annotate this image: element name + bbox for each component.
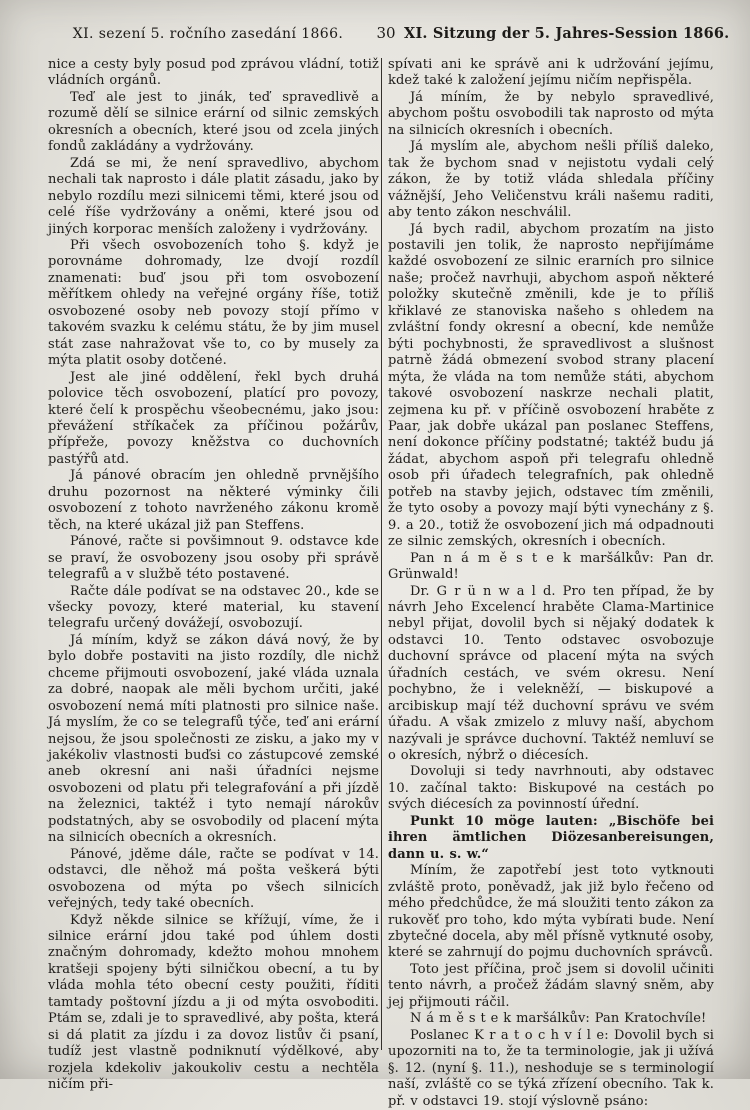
paragraph: spívati ani ke správě ani k udržování jejímu, kdež také k založení jejímu ničím nepřispěla. xyxy=(388,57,714,89)
paragraph: Já míním, že by nebylo spravedlivé, abychom poštu osvobodili tak naprosto od mýta na silnicích okresních i obecních. xyxy=(388,89,714,138)
column-divider-rule xyxy=(381,58,382,1050)
paragraph: Teď ale jest to jinák, teď spravedlivě a rozumě dělí se silnice erární od silnic zemských okresních a obecních, které jsou od zcela jiných fondů zakládány a vydržovány. xyxy=(48,89,379,155)
text-column-left xyxy=(48,57,379,1094)
paragraph: Pánové, jděme dále, račte se podívat v 14. odstavci, dle něhož má pošta veškerá býti osvobozena od mýta po všech silnicích veřejných, tedy také obecních. xyxy=(48,846,379,912)
paragraph: Zdá se mi, že není spravedlivo, abychom nechali tak naprosto i dále platit zásadu, jako by nebylo rozdílu mezi silnicemi těmi, které jsou od celé říše vydržovány a oněmi, které jsou od jiných korporac menších založeny i vydržovány. xyxy=(48,155,379,237)
paragraph: Račte dále podívat se na odstavec 20., kde se všecky povozy, které material, ku stavení telegrafu určený dovážejí, osvobozují. xyxy=(48,583,379,632)
paragraph: Dr. G r ü n w a l d. Pro ten případ, že by návrh Jeho Excelencí hraběte Clama-Martinice nebyl přijat, dovolil bych si nějaký dodatek k odstavci 10. Tento odstavec osvobozuje duchovní správce od placení mýta na svých úřadních cestách, ve svém okresu. Není pochybno, že i velekněží, — biskupové a arcibiskup mají též duchovní správu ve svém úřadu. A však zmizelo z mluvy naší, abychom nazývali je správce duchovní. Taktéž nemluví se o okresích, nýbrž o diécesích. xyxy=(388,583,714,764)
paragraph: Dovoluji si tedy navrhnouti, aby odstavec 10. začínal takto: Biskupové na cestách po svých diécesích za povinností úřední. xyxy=(388,764,714,813)
paragraph: Já míním, když se zákon dává nový, že by bylo dobře postaviti na jisto rozdíly, dle nichž chceme přijmouti osvobození, jaké vláda uznala za dobré, naopak ale měli bychom určiti, jaké osvobození nemá míti platnosti pro silnice naše. Já myslím, že co se telegrafů týče, teď ani erární nejsou, že jsou společnosti ze zisku, a jako my v jakékoliv vlastnosti buďsi co zástupcové zemské aneb okresní ani naši úřadníci nejsme osvobozeni od platu při telegrafování a při jízdě na železnici, taktéž i tyto nemají nárokův podstatných, aby se osvobodily od placení mýta na silnicích obecních a okresních. xyxy=(48,632,379,846)
paragraph: Pan n á m ě s t e k maršálkův: Pan dr. Grünwald! xyxy=(388,550,714,583)
paragraph: Míním, že zapotřebí jest toto vytknouti zvláště proto, poněvadž, jak již bylo řečeno od mého předchůdce, že má sloužiti tento zákon za rukověť pro toho, kdo mýta vybírati bude. Není zbytečné docela, aby měl přísně vytknuté osoby, které se zahrnují do pojmu duchovních správců. xyxy=(388,863,714,961)
header-title-german: XI. Sitzung der 5. Jahres-Session 1866. xyxy=(404,25,730,42)
paragraph: Toto jest příčina, proč jsem si dovolil učiniti tento návrh, a pročež žádám slavný sněm, aby jej přijmouti ráčil. xyxy=(388,961,714,1010)
paragraph: Já myslím ale, abychom nešli příliš daleko, tak že bychom snad v nejistotu vydali celý zákon, že by totiž vláda shledala příčiny vážnější, Jeho Veličenstvu králi našemu raditi, aby tento zákon neschválil. xyxy=(388,139,714,221)
page-header xyxy=(48,24,730,42)
paragraph: Já bych radil, abychom prozatím na jisto postavili jen tolik, že naprosto nepřijímáme každé osvobození ze silnic erarních pro silnice naše; pročež navrhuji, abychom aspoň některé položky skutečně změnili, kde je to příliš křiklavé ze stanoviska našeho s ohledem na zvláštní fondy okresní a obecní, kde nemůže býti pochybnosti, že spravedlivost a slušnost patrně žádá obmezení svobod strany placení mýta, že vláda na tom nemůže státi, abychom takové osvobození naskrze nechali platit, zejmena ku př. v příčině osvobození hraběte z Paar, jak dobře ukázal pan poslanec Steffens, není dokonce příčiny podstatné; taktéž budu já žádat, abychom aspoň při telegrafu ohledně osob při úřadech telegrafních, pak ohledně potřeb na stavby jejich, odstavec tím změnili, že tyto osoby a povozy mají býti vynechány z §. 9. a 20., totiž že osvobození jich má odpadnouti ze silnic zemských, okresních i obecních. xyxy=(388,221,714,550)
text-column-right xyxy=(388,57,714,1110)
paragraph: Když někde silnice se křížují, víme, že i silnice erární jdou také pod úhlem dosti značným dohromady, kdežto mohou mnohem kratšeji spojeny býti silničkou obecní, a tu by vláda mohla této obecní cesty použiti, říditi tamtady poštovní jízdu a ji od mýta osvoboditi. Ptám se, zdali je to spravedlivé, aby pošta, která si dá platit za jízdu i za dovoz listův či psaní, tudíž jest vlastně podniknutí výdělkové, aby rozjela kdekoliv jakoukoliv cestu a nechtěla ničím při- xyxy=(48,912,379,1093)
paragraph: Jest ale jiné oddělení, řekl bych druhá polovice těch osvobození, platící pro povozy, které čelí k prospěchu všeobecnému, jako jsou: převážení stříkaček za příčinou požárův, přípřeže, povozy kněžstva co duchovních pastýřů atd. xyxy=(48,369,379,467)
paragraph-german-fraktur: Punkt 10 möge lauten: „Bischöfe bei ihren ämtlichen Diözesanbereisungen, dann u. s. w.“ xyxy=(388,813,714,862)
paragraph: nice a cesty byly posud pod zprávou vládní, totiž vládních orgánů. xyxy=(48,57,379,89)
paragraph: Pánové, račte si povšimnout 9. odstavce kde se praví, že osvobozeny jsou osoby při správě telegrafů a v službě této postavené. xyxy=(48,534,379,583)
paragraph: Poslanec K r a t o c h v í l e: Dovolil bych si upozorniti na to, že ta terminologie, jak ji užívá §. 12. (nyní §. 11.), neshoduje se s terminologií naší, zvláště co se týká zřízení obecního. Tak k. př. v odstavci 19. stojí výslovně psáno: xyxy=(388,1027,714,1109)
paragraph: Při všech osvobozeních toho §. když je porovnáme dohromady, lze dvojí rozdíl znamenati: buď jsou při tom osvobození měřítkem ohledy na veřejné orgány říše, totiž osvobozené osoby neb povozy stojí přímo v takovém svazku k celému státu, že by jim musel stát zase nahražovat vše to, co by musely za mýta platit osoby dotčené. xyxy=(48,237,379,369)
paragraph: N á m ě s t e k maršálkův: Pan Kratochvíle! xyxy=(410,1011,707,1027)
header-title-czech: XI. sezení 5. ročního zasedání 1866. xyxy=(72,26,344,42)
page-number: 30 xyxy=(376,24,396,42)
paragraph: Já pánové obracím jen ohledně prvnějšího druhu pozornost na některé výminky čili osvobození z tohoto navrženého zákonu kromě těch, na které ukázal již pan Steffens. xyxy=(48,468,379,533)
